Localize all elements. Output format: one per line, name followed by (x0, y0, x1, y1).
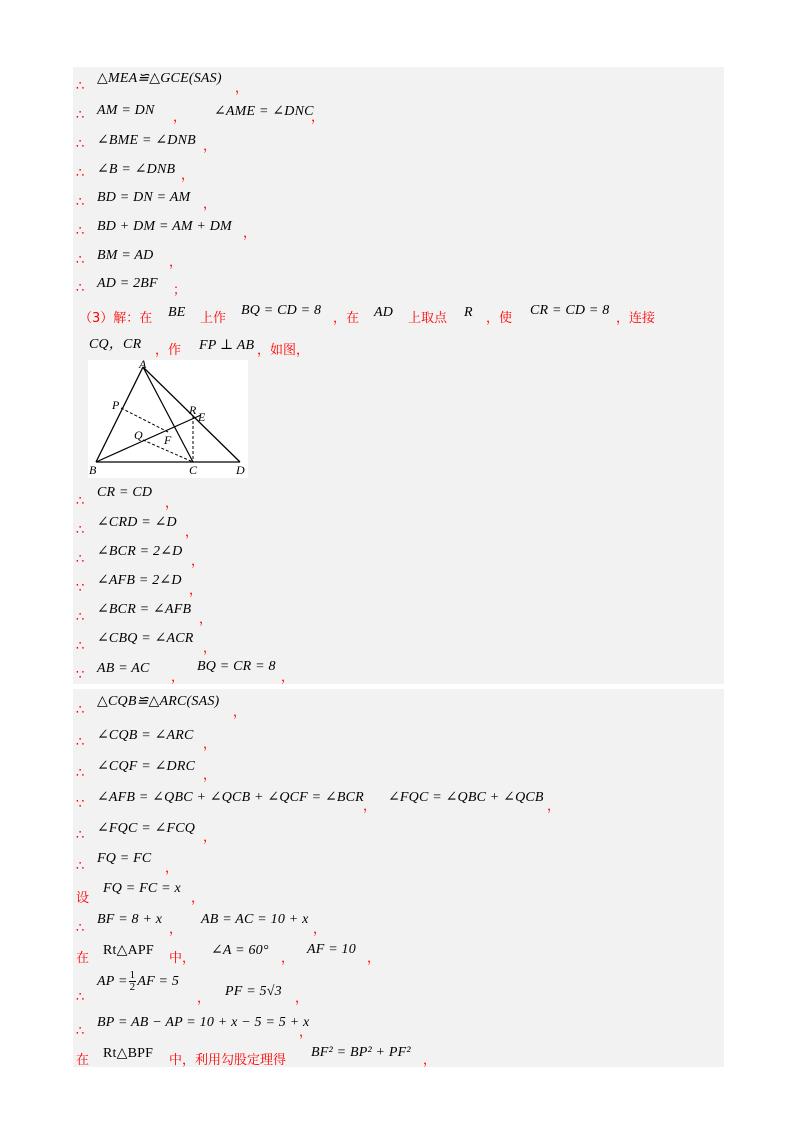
math-expression: ∠BCR = ∠AFB (97, 602, 192, 617)
punctuation: ， (547, 799, 561, 814)
therefore-mark: ∴ (76, 921, 85, 936)
math-expression: AB = AC (97, 661, 150, 676)
solution-text: ，连接 (616, 311, 656, 326)
punctuation: ， (189, 583, 203, 598)
math-expression: BP = AB − AP = 10 + x − 5 = 5 + x (97, 1015, 310, 1030)
math-expression: BQ = CD = 8 (241, 303, 322, 318)
punctuation: ， (191, 554, 205, 569)
therefore-mark: ∴ (76, 610, 85, 625)
math-expression: FP ⊥ AB (199, 338, 255, 353)
math-expression: AD (374, 305, 394, 320)
therefore-mark: ∴ (76, 224, 85, 239)
math-expression: CQ，CR (89, 337, 142, 352)
therefore-mark: ∴ (76, 552, 85, 567)
therefore-mark: ∴ (76, 703, 85, 718)
ap-equation (97, 970, 179, 993)
punctuation: ， (243, 226, 257, 241)
math-expression: ∠BCR = 2∠D (97, 544, 183, 559)
math-expression: PF = 5√3 (225, 984, 282, 999)
therefore-mark: ∴ (76, 766, 85, 781)
math-expression: ∠FQC = ∠QBC + ∠QCB (388, 790, 544, 805)
therefore-mark: ∴ (76, 735, 85, 750)
math-expression: Rt△BPF (103, 1046, 154, 1061)
math-expression: FQ = FC (97, 851, 152, 866)
punctuation: ， (233, 705, 247, 720)
solution-text: ，如图， (257, 343, 310, 358)
math-expression: CR = CD = 8 (530, 303, 610, 318)
math-expression: BD + DM = AM + DM (97, 219, 232, 234)
punctuation: ， (173, 110, 187, 125)
label-d: D (236, 463, 245, 477)
therefore-mark: ∴ (76, 639, 85, 654)
solution-text: 在 (76, 951, 90, 966)
punctuation: ， (299, 1025, 313, 1040)
label-e: E (198, 410, 206, 424)
solution-text: 中， (169, 951, 196, 966)
therefore-mark: ∴ (76, 828, 85, 843)
punctuation: ， (203, 641, 217, 656)
math-expression: BD = DN = AM (97, 190, 191, 205)
punctuation: ， (203, 139, 217, 154)
therefore-mark: ∴ (76, 166, 85, 181)
punctuation: ， (423, 1053, 437, 1068)
therefore-mark: ∴ (76, 281, 85, 296)
solution-text: ，作 (155, 343, 182, 358)
fraction-numerator: 1 (129, 969, 136, 981)
label-r: R (189, 403, 197, 417)
math-expression: ∠A = 60° (211, 943, 269, 958)
math-expression: ∠AFB = ∠QBC + ∠QCB + ∠QCF = ∠BCR (97, 790, 364, 805)
punctuation: ， (203, 768, 217, 783)
punctuation: ， (281, 670, 295, 685)
math-expression: AB = AC = 10 + x (201, 912, 309, 927)
math-expression: AM = DN (97, 103, 155, 118)
label-b: B (89, 463, 97, 477)
label-c: C (189, 463, 198, 477)
math-expression: BF = 8 + x (97, 912, 163, 927)
math-expression: BQ = CR = 8 (197, 659, 276, 674)
fraction-one-half (129, 970, 137, 993)
punctuation: ， (197, 991, 211, 1006)
math-expression: △CQB≌△ARC(SAS) (97, 694, 220, 709)
label-q: Q (134, 428, 143, 442)
punctuation: ， (367, 951, 381, 966)
solution-text: 设 (76, 891, 90, 906)
solution-text: 中，利用勾股定理得 (169, 1053, 287, 1068)
solution-text: ，在 (333, 311, 360, 326)
math-expression: ∠AFB = 2∠D (97, 573, 182, 588)
math-expression: AP = (97, 973, 128, 989)
therefore-mark: ∴ (76, 859, 85, 874)
because-mark: ∵ (76, 797, 85, 812)
punctuation: ， (199, 612, 213, 627)
punctuation: ， (203, 737, 217, 752)
therefore-mark: ∴ (76, 108, 85, 123)
segment-ac (143, 367, 193, 462)
punctuation: ， (281, 951, 295, 966)
math-expression: ∠CBQ = ∠ACR (97, 631, 194, 646)
therefore-mark: ∴ (76, 195, 85, 210)
punctuation: ， (311, 110, 325, 125)
math-expression: ∠AME = ∠DNC (214, 104, 314, 119)
label-a: A (139, 360, 147, 371)
punctuation: ， (181, 168, 195, 183)
solution-text: 在 (76, 1053, 90, 1068)
therefore-mark: ∴ (76, 494, 85, 509)
math-expression: AD = 2BF (97, 276, 158, 291)
punctuation: ， (165, 496, 179, 511)
therefore-mark: ∴ (76, 990, 85, 1005)
math-expression: ∠B = ∠DNB (97, 162, 176, 177)
segment-pf (121, 408, 168, 432)
math-expression: BM = AD (97, 248, 154, 263)
segment-ab (96, 367, 143, 462)
punctuation: ， (313, 922, 327, 937)
solution-text: 上取点 (408, 311, 448, 326)
therefore-mark: ∴ (76, 253, 85, 268)
solution-text: ，使 (486, 311, 513, 326)
label-f: F (164, 433, 172, 447)
math-expression: △MEA≌△GCE(SAS) (97, 71, 222, 86)
solution-panel-top (73, 67, 724, 684)
because-mark: ∵ (76, 581, 85, 596)
punctuation: ， (169, 922, 183, 937)
because-mark: ∵ (76, 668, 85, 683)
math-expression: ∠CQF = ∠DRC (97, 759, 196, 774)
label-p: P (112, 398, 120, 412)
math-expression: AF = 10 (307, 942, 356, 957)
punctuation: ， (191, 891, 205, 906)
punctuation: ， (203, 830, 217, 845)
math-expression: BE (168, 305, 186, 320)
punctuation: ， (165, 861, 179, 876)
punctuation: ； (173, 283, 187, 298)
triangle-diagram (88, 360, 248, 478)
therefore-mark: ∴ (76, 1024, 85, 1039)
math-expression: Rt△APF (103, 943, 154, 958)
punctuation: ， (171, 670, 185, 685)
math-expression: BF² = BP² + PF² (311, 1045, 411, 1060)
solution-text: （3）解：在 (79, 311, 153, 326)
therefore-mark: ∴ (76, 523, 85, 538)
punctuation: ， (235, 81, 249, 96)
math-expression: CR = CD (97, 485, 153, 500)
math-expression: FQ = FC = x (103, 881, 181, 896)
punctuation: ， (363, 799, 377, 814)
punctuation: ， (169, 255, 183, 270)
math-expression: ∠CRD = ∠D (97, 515, 177, 530)
math-expression: ∠CQB = ∠ARC (97, 728, 194, 743)
math-expression: R (464, 305, 473, 320)
solution-panel-bottom (73, 689, 724, 1067)
geometry-figure (88, 360, 248, 478)
math-expression: ∠BME = ∠DNB (97, 133, 196, 148)
solution-text: 上作 (200, 311, 227, 326)
punctuation: ， (295, 991, 309, 1006)
math-expression: ∠FQC = ∠FCQ (97, 821, 196, 836)
fraction-denominator: 2 (129, 981, 136, 993)
punctuation: ， (185, 525, 199, 540)
therefore-mark: ∴ (76, 137, 85, 152)
punctuation: ， (203, 197, 217, 212)
math-expression: AF = 5 (137, 973, 180, 989)
therefore-mark: ∴ (76, 79, 85, 94)
